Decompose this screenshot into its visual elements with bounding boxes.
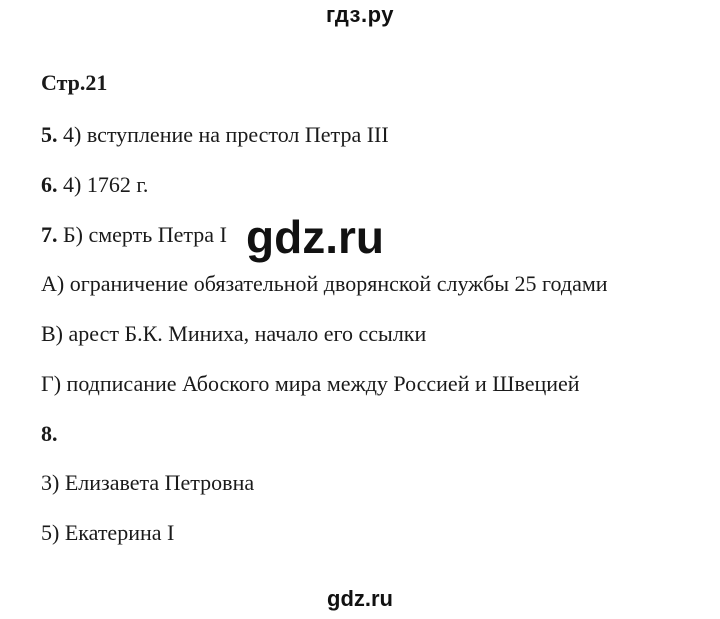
- answer-text: 4) вступление на престол Петра III: [57, 122, 389, 147]
- answer-text: В) арест Б.К. Миниха, начало его ссылки: [41, 321, 427, 346]
- answer-text: 3) Елизавета Петровна: [41, 470, 255, 495]
- answer-text: А) ограничение обязательной дворянской службы 25 годами: [41, 271, 608, 296]
- answer-text: Г) подписание Абоского мира между Россией и Швецией: [41, 371, 580, 396]
- answer-6: [41, 172, 148, 198]
- site-footer: gdz.ru: [327, 586, 393, 611]
- answer-8-item-5: [41, 520, 174, 546]
- answer-number: 7.: [41, 222, 58, 247]
- answer-text: 4) 1762 г.: [57, 172, 149, 197]
- answer-text: Б) смерть Петра I: [57, 222, 227, 247]
- answer-number: 8.: [41, 421, 58, 446]
- answer-8-item-3: [41, 470, 254, 496]
- answer-5: [41, 122, 389, 148]
- answer-7-item-v: [41, 321, 426, 347]
- page-reference: Стр.21: [41, 70, 108, 95]
- answer-number: 6.: [41, 172, 58, 197]
- answer-7: [41, 222, 227, 248]
- watermark-logo: gdz.ru: [246, 211, 384, 263]
- site-header: гдз.ру: [326, 2, 394, 27]
- answer-7-item-g: [41, 371, 580, 397]
- answer-8: [41, 421, 58, 447]
- answer-number: 5.: [41, 122, 58, 147]
- answer-7-item-a: [41, 271, 608, 297]
- answer-text: 5) Екатерина I: [41, 520, 175, 545]
